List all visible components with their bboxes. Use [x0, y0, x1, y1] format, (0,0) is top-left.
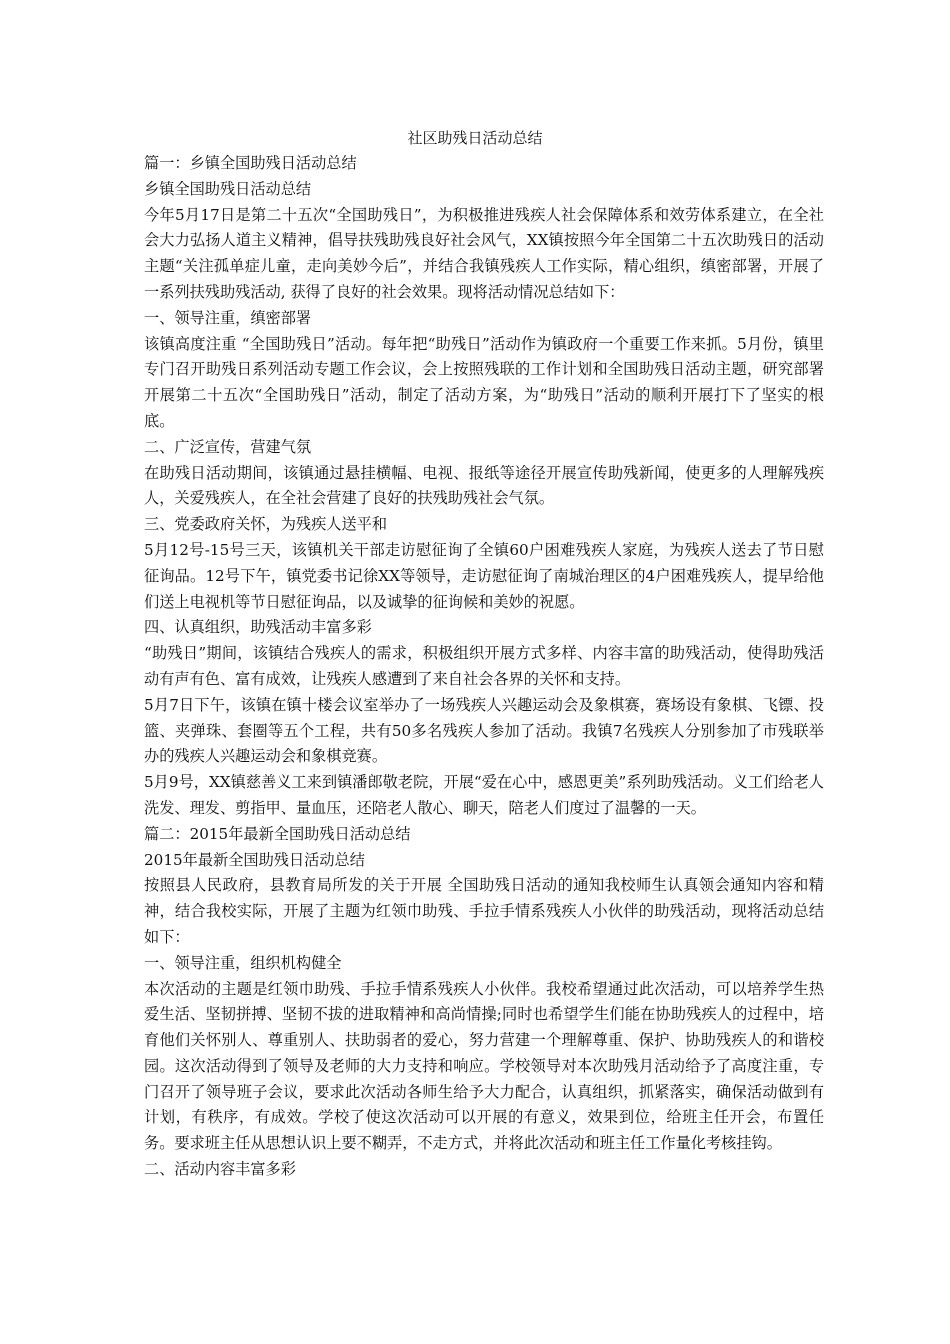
- paragraph: 篇一：乡镇全国助残日活动总结: [144, 154, 357, 172]
- paragraph: 在助残日活动期间，该镇通过悬挂横幅、电视、报纸等途径开展宣传助残新闻，使更多的人理解残疾人，关爱残疾人，在全社会营建了良好的扶残助残社会气氛。: [144, 463, 824, 508]
- paragraph: “助残日”期间，该镇结合残疾人的需求，积极组织开展方式多样、内容丰富的助残活动，使得助残活动有声有色、富有成效，让残疾人感遭到了来自社会各界的关怀和支持。: [144, 644, 824, 688]
- paragraph: 5月9号，XX镇慈善义工来到镇潘郎敬老院，开展“爱在心中，感恩更美”系列助残活动。义工们给老人洗发、理发、剪指甲、量血压，还陪老人散心、聊天，陪老人们度过了温馨的一天。: [144, 773, 824, 817]
- paragraph: 今年5月17日是第二十五次“全国助残日”，为积极推进残疾人社会保障体系和效劳体系建立，在全社会大力弘扬人道主义精神，倡导扶残助残良好社会风气，XX镇按照今年全国第二十五次助残日的活动主题“关注孤单症儿童，走向美妙今后”，并结合我镇残疾人工作实际，精心组织，缜密部署，开展了一系列扶残助残活动, 获得了良好的社会效果。现将活动情况总结如下：: [144, 205, 824, 301]
- paragraph: 一、领导注重，缜密部署: [144, 308, 312, 327]
- paragraph: 三、党委政府关怀，为残疾人送平和: [144, 515, 387, 534]
- paragraph: 该镇高度注重 “全国助残日”活动。每年把“助残日”活动作为镇政府一个重要工作来抓。5月份，镇里专门召开助残日系列活动专题工作会议，会上按照残联的工作计划和全国助残日活动主题，研究部署开展第二十五次“全国助残日”活动，制定了活动方案，为“助残日”活动的顺利开展打下了坚实的根底。: [144, 334, 824, 430]
- paragraph: 本次活动的主题是红领巾助残、手拉手情系残疾人小伙伴。我校希望通过此次活动，可以培养学生热爱生活、坚韧拼搏、坚韧不拔的进取精神和高尚情操;同时也希望学生们能在协助残疾人的过程中，培育他们关怀别人、尊重别人、扶助弱者的爱心，努力营建一个理解尊重、保护、协助残疾人的和谐校园。这次活动得到了领导及老师的大力支持和响应。学校领导对本次助残月活动给予了高度注重，专门召开了领导班子会议，要求此次活动各师生给予大力配合，认真组织，抓紧落实，确保活动做到有计划，有秩序，有成效。学校了使这次活动可以开展的有意义，效果到位，给班主任开会，布置任务。要求班主任从思想认识上要不糊弄，不走方式，并将此次活动和班主任工作量化考核挂钩。: [144, 979, 824, 1153]
- paragraph: 二、活动内容丰富多彩: [144, 1160, 296, 1179]
- paragraph: 5月12号-15号三天，该镇机关干部走访慰征询了全镇60户困难残疾人家庭，为残疾人送去了节日慰征询品。12号下午，镇党委书记徐XX等领导，走访慰征询了南城治理区的4户困难残疾人，提早给他们送上电视机等节日慰征询品，以及诚挚的征询候和美妙的祝愿。: [144, 540, 824, 611]
- paragraph: 篇二：2015年最新全国助残日活动总结: [144, 824, 411, 843]
- paragraph: 5月7日下午，该镇在镇十楼会议室举办了一场残疾人兴趣运动会及象棋赛，赛场设有象棋、飞镖、投篮、夹弹珠、套圈等五个工程，共有50多名残疾人参加了活动。我镇7名残疾人分别参加了市残联举办的残疾人兴趣运动会和象棋竞赛。: [144, 695, 824, 766]
- document-body: [144, 151, 824, 1183]
- paragraph: 四、认真组织，助残活动丰富多彩: [144, 618, 372, 637]
- paragraph: 乡镇全国助残日活动总结: [144, 179, 312, 198]
- paragraph: 按照县人民政府，县教育局所发的关于开展 全国助残日活动的通知我校师生认真领会通知内容和精神，结合我校实际，开展了主题为红领巾助残、手拉手情系残疾人小伙伴的助残活动，现将活动总结如下：: [144, 876, 824, 946]
- paragraph: 一、领导注重，组织机构健全: [144, 953, 342, 972]
- paragraph: 2015年最新全国助残日活动总结: [144, 850, 365, 869]
- document-title: 社区助残日活动总结: [407, 129, 543, 147]
- paragraph: 二、广泛宣传，营建气氛: [144, 437, 312, 456]
